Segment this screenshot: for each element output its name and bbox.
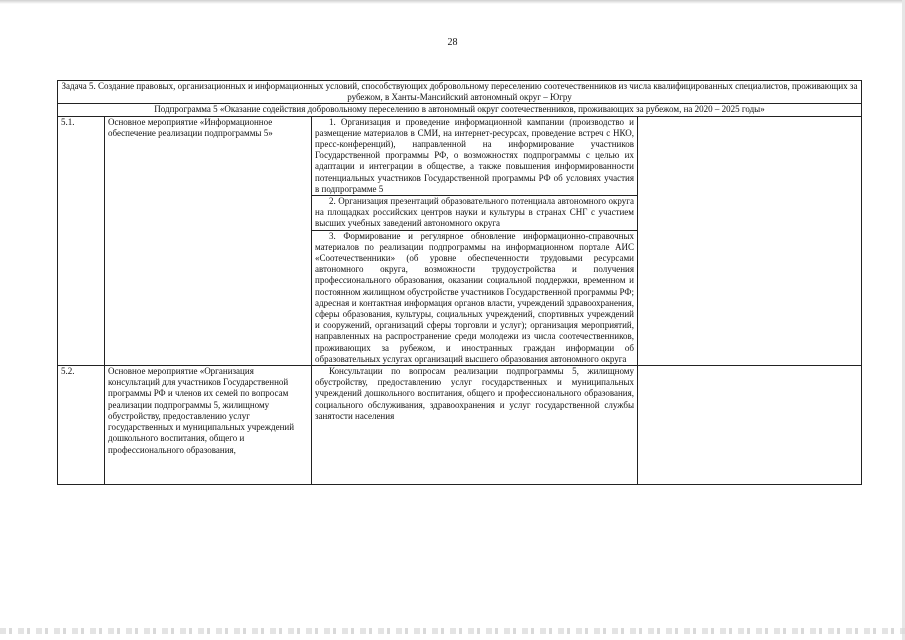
main-event: Основное мероприятие «Организация консультаций для участников Государственной программы РФ и членов их семей по вопросам реализации подпрограммы 5, жилищному обустройству, предоставлению услуг государственных и муниципальных учреждений дошкольного воспитания, общего и профессионального образования,	[105, 366, 312, 485]
subprogram-heading-row	[58, 104, 862, 116]
table-row	[58, 366, 862, 485]
main-event: Основное мероприятие «Информационное обеспечение реализации подпрограммы 5»	[105, 116, 312, 365]
measure-item: 1. Организация и проведение информационной кампании (производство и размещение материалов в СМИ, на интернет-ресурсах, проведение встреч с НКО, пресс-конференций), направленной на информирование участников Государственной программы РФ, о возможностях подпрограммы с целью их адаптации и интеграции в обществе, а также повышения информированности потенциальных участников Государственной программы РФ об условиях участия в подпрограмме 5	[312, 116, 638, 195]
subprogram-heading: Подпрограмма 5 «Оказание содействия добровольному переселению в автономный округ соотечественников, проживающих за рубежом, на 2020 – 2025 годы»	[58, 104, 862, 116]
empty-cell	[638, 116, 862, 365]
task-heading: Задача 5. Создание правовых, организационных и информационных условий, способствующих добровольному переселению соотечественников из числа квалифицированных специалистов, проживающих за рубежом, в Ханты-Мансийский автономный округ – Югру	[58, 81, 862, 104]
table-row	[58, 116, 862, 195]
scan-bottom-edge	[0, 628, 905, 634]
row-number: 5.2.	[58, 366, 105, 485]
page-number: 28	[447, 37, 458, 48]
empty-cell	[638, 366, 862, 485]
measure-item: 3. Формирование и регулярное обновление информационно-справочных материалов по реализации подпрограммы на информационном портале АИС «Соотечественники» (об уровне обеспеченности трудовыми ресурсами автономного округа, возможности трудоустройства и получения профессионального образования, оказании социальной поддержки, временном и постоянном жилищном обустройстве участников Государственной программы РФ; адресная и контактная информация органов власти, учреждений здравоохранения, сферы образования, культуры, социальных учреждений, спортивных учреждений и сооружений, организаций сферы торговли и услуг); организация мероприятий, направленных на распространение среди молодежи из числа соотечественников, проживающих за рубежом, и иностранных граждан информации об образовательных услугах организаций высшего образования автономного округа	[312, 230, 638, 365]
row-number: 5.1.	[58, 116, 105, 365]
measure-item: Консультации по вопросам реализации подпрограммы 5, жилищному обустройству, предоставлению услуг государственных и муниципальных учреждений дошкольного воспитания, общего и профессионального образования, социального обслуживания, здравоохранения и услуг государственной службы занятости населения	[312, 366, 638, 485]
measure-item: 2. Организация презентаций образовательного потенциала автономного округа на площадках российских центров науки и культуры в странах СНГ с участием высших учебных заведений автономного округа	[312, 196, 638, 231]
measures-table	[57, 80, 862, 485]
task-heading-row	[58, 81, 862, 104]
scan-top-edge	[0, 0, 905, 4]
